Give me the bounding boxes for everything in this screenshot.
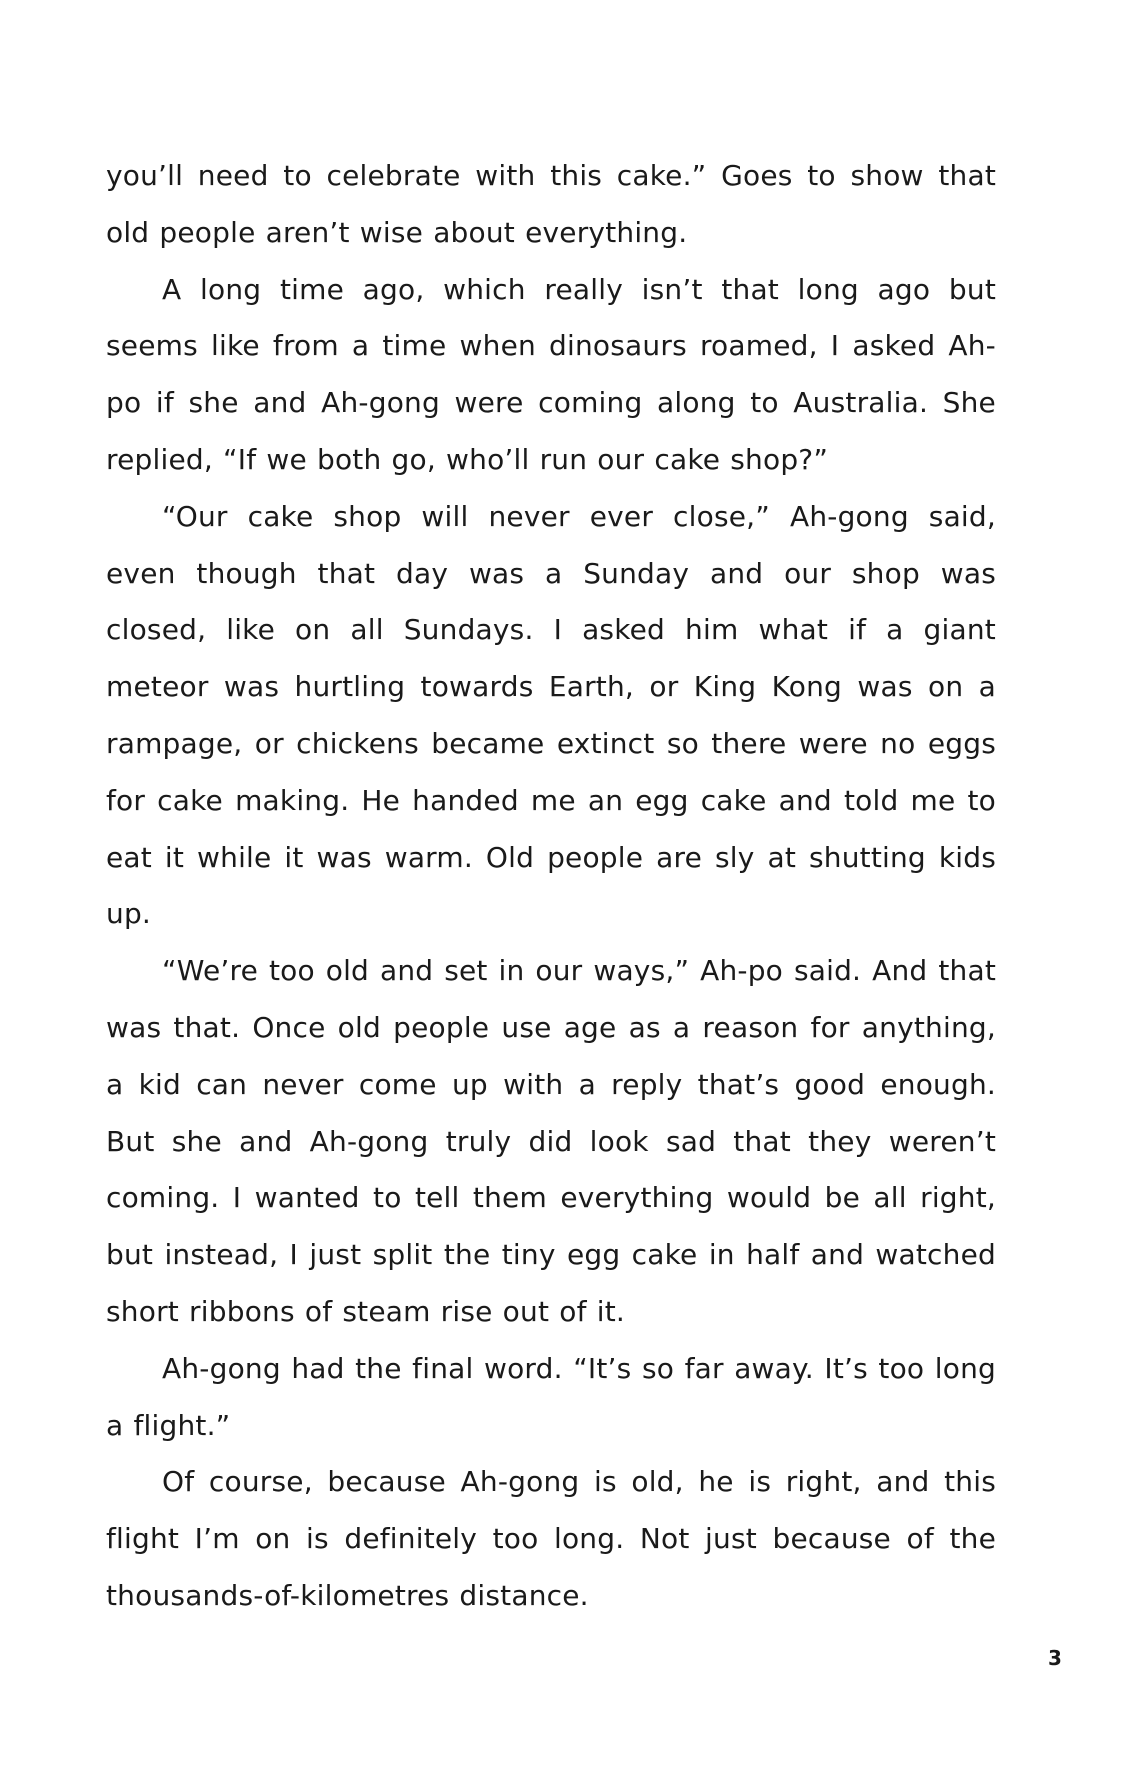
- paragraph: “We’re too old and set in our ways,” Ah-po said. And that was that. Once old people use age as a reason for anything, a kid can never come up with a reply that’s good enough. But she and Ah-gong truly did look sad that they weren’t coming. I wanted to tell them everything would be all right, but instead, I just split the tiny egg cake in half and watched short ribbons of steam rise out of it.: [106, 954, 996, 1328]
- body-text: [106, 148, 996, 1625]
- paragraph-continued: you’ll need to celebrate with this cake.” Goes to show that old people aren’t wise about everything.: [106, 159, 996, 249]
- paragraph: A long time ago, which really isn’t that long ago but seems like from a time when dinosaurs roamed, I asked Ah-po if she and Ah-gong were coming along to Australia. She replied, “If we both go, who’ll run our cake shop?”: [106, 272, 996, 476]
- paragraph: Ah-gong had the final word. “It’s so far away. It’s too long a flight.”: [106, 1351, 996, 1442]
- page-number: 3: [1048, 1646, 1062, 1670]
- paragraph: “Our cake shop will never ever close,” Ah-gong said, even though that day was a Sunday and our shop was closed, like on all Sundays. I asked him what if a giant meteor was hurtling towards Earth, or King Kong was on a rampage, or chickens became extinct so there were no eggs for cake making. He handed me an egg cake and told me to eat it while it was warm. Old people are sly at shutting kids up.: [106, 499, 996, 931]
- paragraph: Of course, because Ah-gong is old, he is right, and this flight I’m on is definitely too long. Not just because of the thousands-of-kilometres distance.: [106, 1465, 996, 1612]
